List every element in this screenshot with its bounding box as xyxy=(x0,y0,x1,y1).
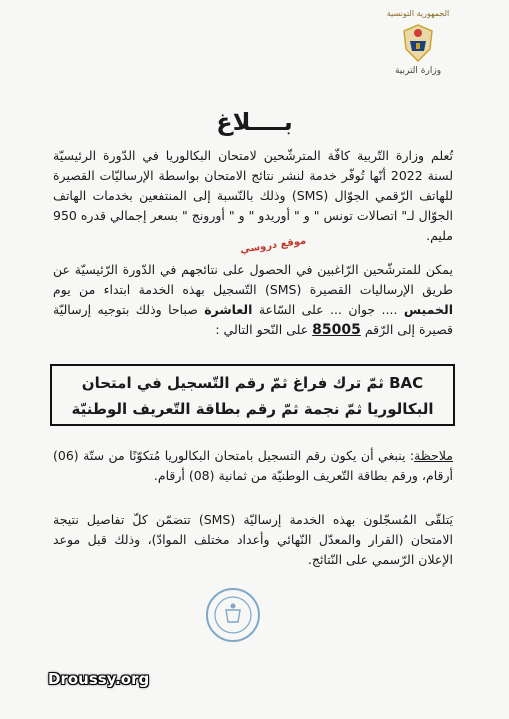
page-title: بــــلاغ xyxy=(216,108,293,136)
p2-end: صباحا وذلك بتوجيه إرساليّة قصيرة إلى الرّقم xyxy=(53,302,453,337)
sms-format-box: BAC ثمّ ترك فراغ ثمّ رقم التّسجيل في امتحان البكالوريا ثمّ نجمة ثمّ رقم بطاقة التّعريف الوطنيّة xyxy=(50,364,455,426)
p2-day: الخميس xyxy=(403,302,453,317)
paragraph-announcement: تُعلم وزارة التّربية كافّة المترشّحين لامتحان البكالوريا في الدّورة الرئيسيّة لسنة 2022 أنّها تُوفّر خدمة لنشر نتائج الامتحان بواسطة الإرساليّات القصيرة للهاتف الرّقمي الجوّال (SMS) وذلك بالنّسبة إلى المنتفعين بخدمات الهاتف الجوّال لـ" اتصالات تونس " و " أوريدو " و " أورونج " بسعر إجمالي قدره 950 مليم. xyxy=(53,148,453,243)
watermark-text: موقع دروسي xyxy=(239,235,307,256)
note-text: : ينبغي أن يكون رقم التسجيل بامتحان البكالوريا مُتكوّنًا من ستّة (06) أرقام، ورقم بطاقة التّعريف الوطنيّة من ثمانية (08) أرقام. xyxy=(53,448,453,483)
sms-number: 85005 xyxy=(312,322,361,338)
p2-tail: على النّحو التالي : xyxy=(215,322,313,337)
paragraph-registration xyxy=(53,260,453,340)
site-logo: Droussy.org xyxy=(48,670,150,688)
republic-name: الجمهورية التونسية xyxy=(386,9,450,18)
paragraph-result-details: يَتلقّى المُسجّلون بهذه الخدمة إرساليّة (SMS) تتضمّن كلّ تفاصيل نتيجة الامتحان (القرار والمعدّل النّهائي وأعداد مختلف الموادّ)، وذلك قبل موعد الإعلان الرّسمي على النّتائج. xyxy=(53,512,453,567)
ministry-stamp-icon xyxy=(204,586,262,644)
ministry-name: وزارة التربية xyxy=(394,66,442,76)
tunisia-coat-of-arms-icon xyxy=(401,23,435,63)
note-label: ملاحظة xyxy=(414,448,453,463)
ministry-header xyxy=(373,8,463,78)
p2-start: يمكن للمترشّحين الرّاغبين في الحصول على نتائجهم في الدّورة الرّئيسيّة عن طريق الإرساليات القصيرة (SMS) التّسجيل بهذه الخدمة ابتداء من يوم xyxy=(53,262,453,297)
paragraph-note xyxy=(53,446,453,486)
p2-hour: العاشرة xyxy=(204,302,253,317)
p2-mid: .... جوان ... على السّاعة xyxy=(252,302,404,317)
